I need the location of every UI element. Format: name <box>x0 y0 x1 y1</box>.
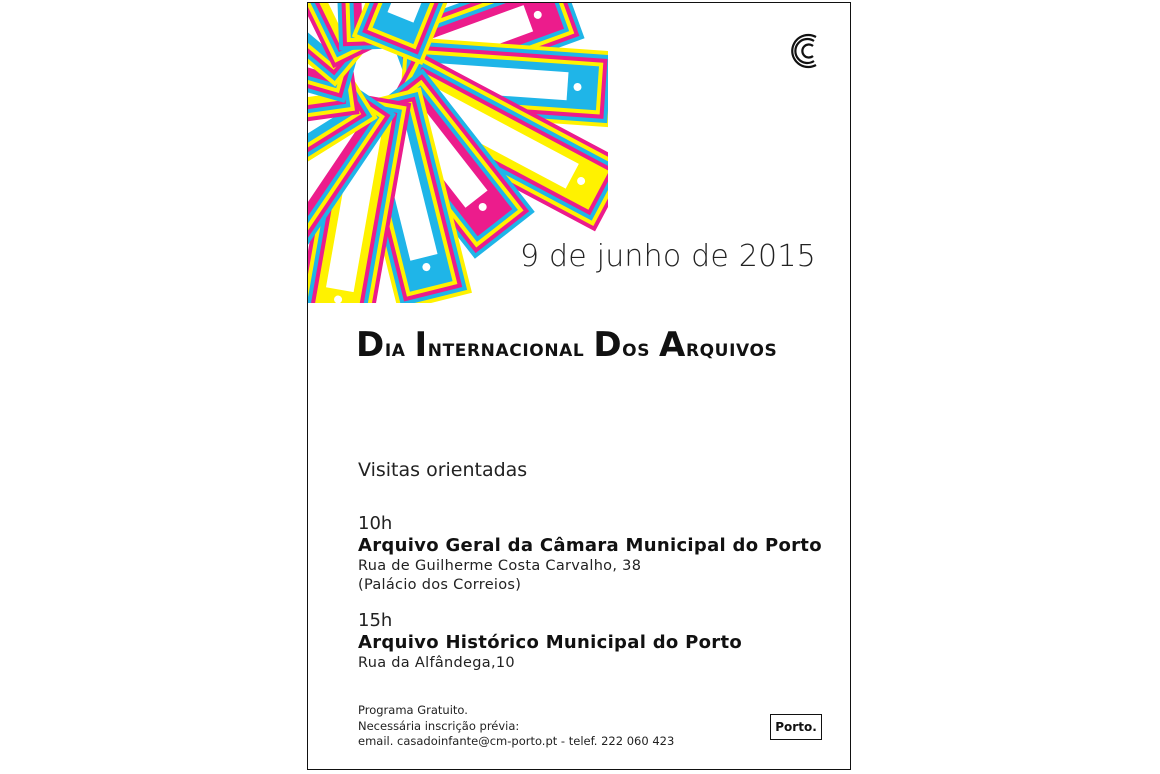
event-date: 9 de junho de 2015 <box>520 239 816 274</box>
event-address: Rua de Guilherme Costa Carvalho, 38 <box>358 558 642 574</box>
event-address: Rua da Alfândega,10 <box>358 655 515 671</box>
event-venue: Arquivo Histórico Municipal do Porto <box>358 632 743 653</box>
event-block-2 <box>358 610 742 673</box>
page-title: Dia Internacional Dos Arquivos <box>356 325 778 365</box>
concentric-c-logo-icon <box>786 29 830 73</box>
event-time: 10h <box>358 513 393 534</box>
footer-registration: Necessária inscrição prévia: <box>358 718 520 733</box>
poster <box>307 2 851 770</box>
footer-free-program: Programa Gratuito. <box>358 703 468 717</box>
event-venue: Arquivo Geral da Câmara Municipal do Porto <box>358 535 822 556</box>
footer-contact: email. casadoinfante@cm-porto.pt - telef. 222 060 423 <box>358 734 675 748</box>
event-address-note: (Palácio dos Correios) <box>358 577 522 593</box>
subtitle: Visitas orientadas <box>358 459 528 481</box>
event-time: 15h <box>358 610 393 631</box>
event-block-1 <box>358 513 822 595</box>
porto-logo: Porto. <box>770 714 822 740</box>
footer-info <box>358 703 674 750</box>
